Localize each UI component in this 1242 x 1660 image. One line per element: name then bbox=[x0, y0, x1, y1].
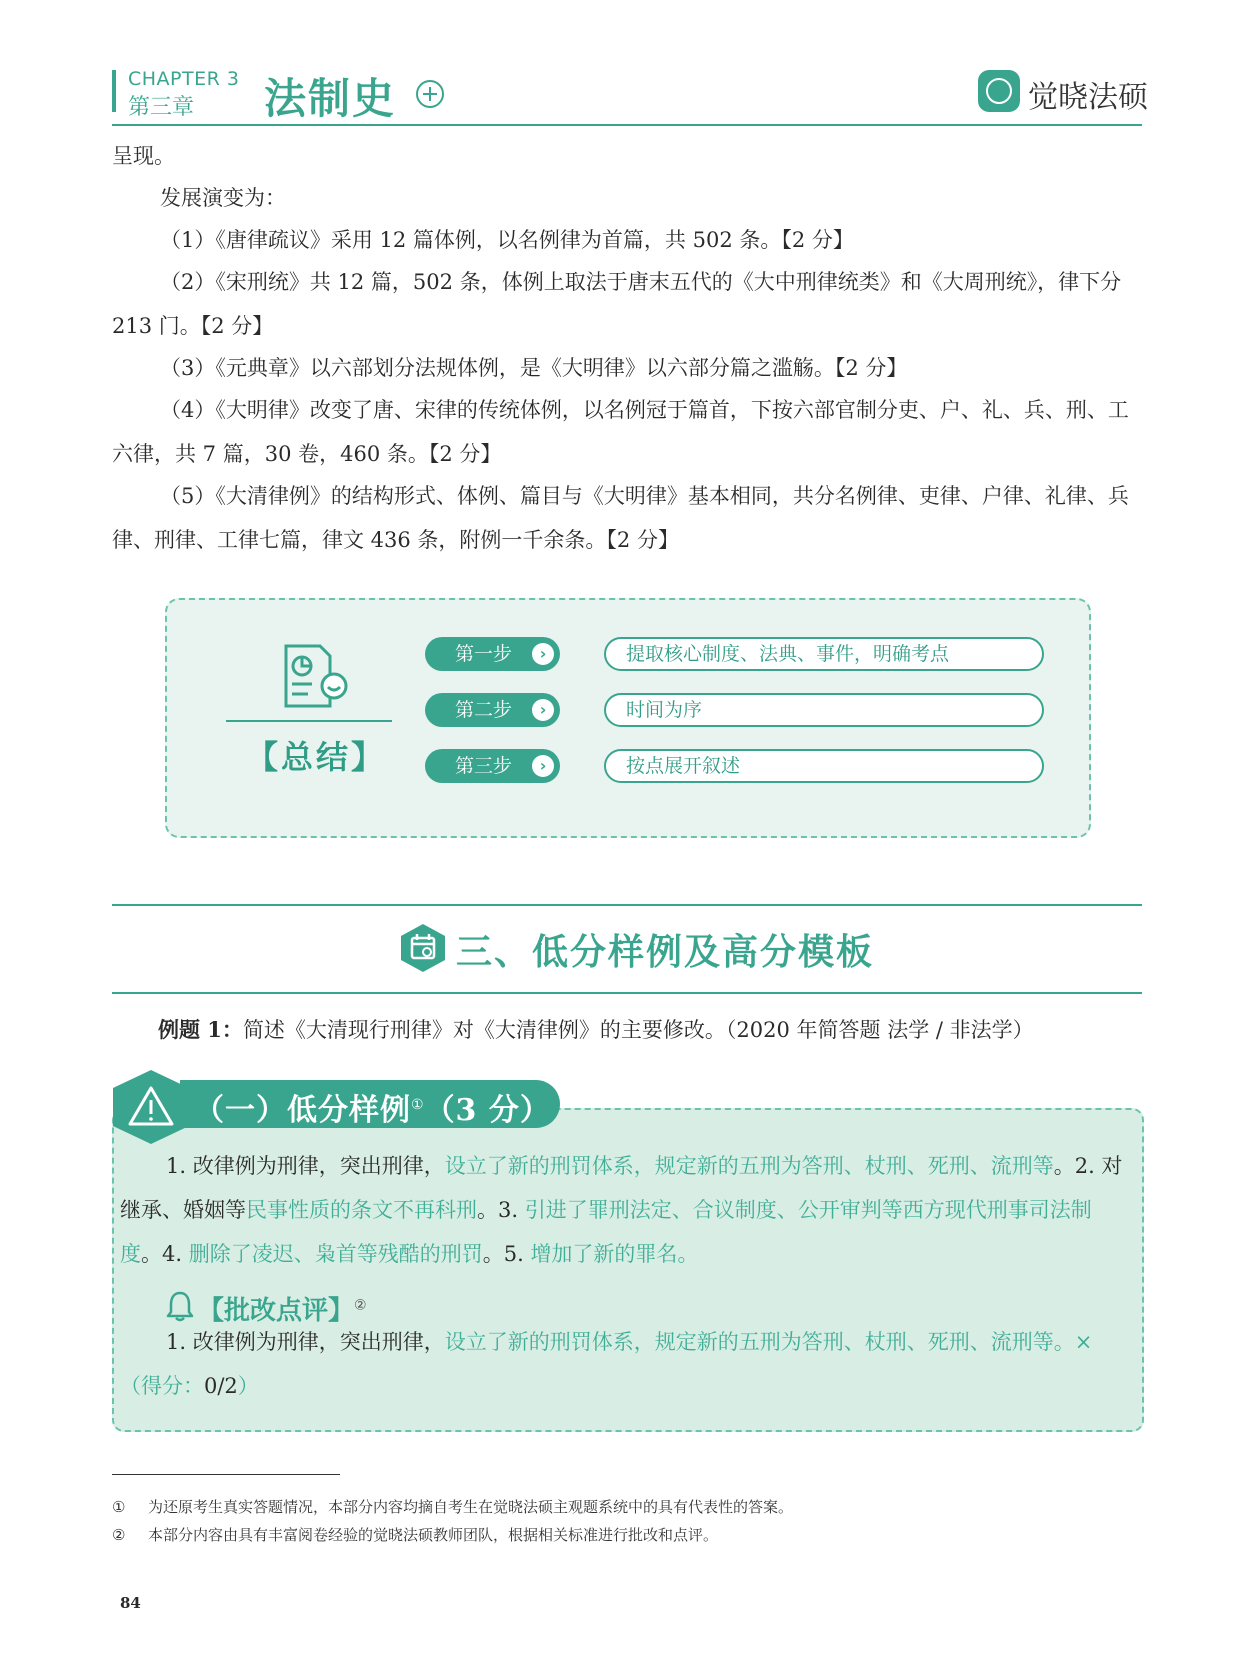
footnote-mark: ② bbox=[354, 1297, 367, 1314]
body-paragraph: （3）《元典章》以六部划分法规体例，是《大明律》以六部分篇之滥觞。【2 分】 bbox=[160, 356, 908, 380]
body-paragraph: （5）《大清律例》的结构形式、体例、篇目与《大明律》基本相同，共分名例律、吏律、户律、礼律、兵律、刑律、工律七篇，律文 436 条，附例一千余条。【2 分】 bbox=[112, 484, 1129, 552]
chapter-label-cn: 第三章 bbox=[128, 95, 195, 120]
low-score-title: （一）低分样例①（3 分） bbox=[194, 1093, 551, 1128]
footnote-mark: ① bbox=[411, 1097, 425, 1113]
section-rule-bottom bbox=[112, 992, 1142, 994]
chevron-right-icon: › bbox=[532, 643, 554, 665]
body-paragraph: （4）《大明律》改变了唐、宋律的传统体例，以名例冠于篇首，下按六部官制分吏、户、礼、兵、刑、工六律，共 7 篇，30 卷，460 条。【2 分】 bbox=[112, 398, 1129, 466]
section-title: 三、低分样例及高分模板 bbox=[456, 931, 875, 973]
brand-name: 觉晓法硕 bbox=[1028, 80, 1148, 115]
question-label: 例题 1： bbox=[158, 1017, 243, 1042]
plus-icon bbox=[416, 80, 444, 108]
step-3-pill bbox=[425, 749, 560, 783]
header-divider bbox=[112, 124, 1142, 126]
step-2-pill bbox=[425, 693, 560, 727]
step-label: 第一步 bbox=[455, 643, 513, 665]
step-label: 第二步 bbox=[455, 699, 513, 721]
question-text: 简述《大清现行刑律》对《大清律例》的主要修改。（2020 年简答题 法学 / 非法学） bbox=[242, 1018, 1034, 1042]
body-paragraph: （2）《宋刑统》共 12 篇，502 条，体例上取法于唐末五代的《大中刑律统类》和《大周刑统》，律下分 213 门。【2 分】 bbox=[112, 270, 1122, 338]
step-1-text: 提取核心制度、法典、事件，明确考点 bbox=[604, 637, 1044, 671]
body-paragraph: 呈现。 bbox=[112, 144, 175, 168]
review-title: 【批改点评】② bbox=[198, 1296, 367, 1326]
footnote: ② 本部分内容由具有丰富阅卷经验的觉晓法硕教师团队，根据相关标准进行批改和点评。 bbox=[112, 1526, 719, 1544]
step-1-pill bbox=[425, 637, 560, 671]
footnote-divider bbox=[112, 1474, 340, 1475]
chapter-marker-bar bbox=[112, 70, 116, 112]
document-chart-icon bbox=[282, 644, 352, 714]
body-paragraph: （1）《唐律疏议》采用 12 篇体例，以名例律为首篇，共 502 条。【2 分】 bbox=[160, 228, 854, 252]
step-2-text: 时间为序 bbox=[604, 693, 1044, 727]
chevron-right-icon: › bbox=[532, 699, 554, 721]
step-3-text: 按点展开叙述 bbox=[604, 749, 1044, 783]
summary-divider bbox=[226, 720, 392, 722]
summary-title: 【总结】 bbox=[246, 738, 387, 776]
calendar-hexagon-icon bbox=[398, 922, 448, 978]
question bbox=[158, 1014, 1034, 1044]
chevron-right-icon: › bbox=[532, 755, 554, 777]
page-number: 84 bbox=[120, 1594, 141, 1612]
chapter-title: 法制史 bbox=[264, 74, 397, 123]
brand-logo-icon bbox=[978, 70, 1020, 112]
footnote: ① 为还原考生真实答题情况，本部分内容均摘自考生在觉晓法硕主观题系统中的具有代表性的答案。 bbox=[112, 1498, 794, 1516]
section-rule-top bbox=[112, 904, 1142, 906]
chapter-label: CHAPTER 3 bbox=[128, 68, 240, 90]
body-paragraph: 发展演变为： bbox=[160, 186, 286, 210]
warning-icon bbox=[110, 1068, 192, 1150]
step-label: 第三步 bbox=[455, 755, 513, 777]
low-score-answer: 1. 改律例为刑律，突出刑律，设立了新的刑罚体系，规定新的五刑为答刑、杖刑、死刑、流刑等。2. 对继承、婚姻等民事性质的条文不再科刑。3. 引进了罪刑法定、合议制度、公开审判等西方现代刑事司法制度。4. 删除了凌迟、枭首等残酷的刑罚。5. 增加了新的罪名。 bbox=[120, 1154, 1123, 1266]
review-text: 1. 改律例为刑律，突出刑律，设立了新的刑罚体系，规定新的五刑为答刑、杖刑、死刑、流刑等。×（得分：0/2） bbox=[120, 1330, 1093, 1398]
